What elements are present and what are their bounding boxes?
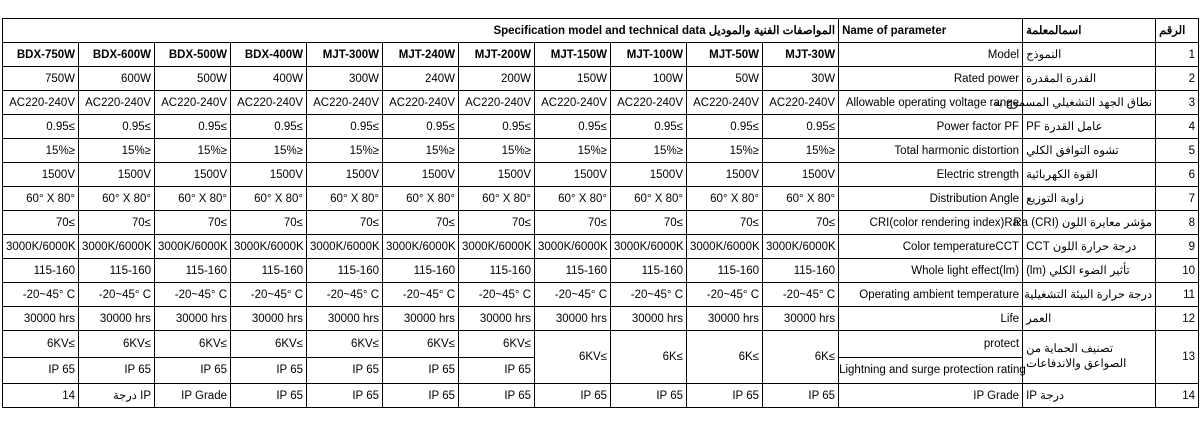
value-cell: 3000K/6000K [611,235,687,259]
value-cell: 0.95≤ [307,115,383,139]
model-name-cell: BDX-500W [155,43,231,67]
surge-value: 6KV≤ [307,332,382,358]
surge-value: 6KV≤ [231,332,306,358]
value-cell: 60° X 80° [383,187,459,211]
model-name-cell: MJT-150W [535,43,611,67]
value-cell: 1500V [535,163,611,187]
value-cell: 3000K/6000K [307,235,383,259]
row-number: 1 [1156,43,1199,67]
table-row [3,115,1199,139]
value-cell: AC220-240V [79,91,155,115]
value-cell: 0.95≤ [79,115,155,139]
value-cell: 15%≥ [535,139,611,163]
table-row [3,187,1199,211]
parameter-name-ar: تأثير الضوء الكلي (lm) [1023,259,1156,283]
parameter-name-ar: درجة حرارة اللون CCT [1023,235,1156,259]
row-number-header: الرقم [1156,19,1199,43]
value-cell: 0.95≤ [383,115,459,139]
value-cell: IP 65 [459,384,535,408]
parameter-name-en: Operating ambient temperature [839,283,1023,307]
value-cell-stacked [459,331,535,384]
value-cell: 0.95≤ [763,115,839,139]
model-name-cell: MJT-240W [383,43,459,67]
value-cell: 30000 hrs [611,307,687,331]
value-cell-stacked [3,331,79,384]
value-cell: AC220-240V [535,91,611,115]
model-name-cell: BDX-750W [3,43,79,67]
row-number: 9 [1156,235,1199,259]
surge-value-merged: 6K≤ [687,331,763,384]
surge-value-merged: 6K≤ [611,331,687,384]
value-cell: 0.95≤ [535,115,611,139]
value-cell: -20~45° C [3,283,79,307]
row-number: 6 [1156,163,1199,187]
value-cell: 3000K/6000K [3,235,79,259]
value-cell: 15%≥ [307,139,383,163]
value-cell: 70≤ [307,211,383,235]
value-cell: -20~45° C [459,283,535,307]
value-cell-stacked [231,331,307,384]
value-cell: 70≤ [459,211,535,235]
table-row [3,163,1199,187]
value-cell: 15%≥ [459,139,535,163]
parameter-name-en: Electric strength [839,163,1023,187]
value-cell: 1500V [3,163,79,187]
value-cell: 60° X 80° [3,187,79,211]
value-cell: 60° X 80° [155,187,231,211]
value-cell: 1500V [79,163,155,187]
row-number: 8 [1156,211,1199,235]
value-cell: 600W [79,67,155,91]
ip-value: IP 65 [124,363,151,376]
value-cell: 150W [535,67,611,91]
value-cell: 14 [3,384,79,408]
surge-value-merged: 6K≤ [763,331,839,384]
value-cell: 3000K/6000K [383,235,459,259]
value-cell: 30000 hrs [687,307,763,331]
value-cell: 30000 hrs [231,307,307,331]
parameter-name-en: Rated power [839,67,1023,91]
parameter-name-ar: تشوه التوافق الكلي [1023,139,1156,163]
value-cell: 1500V [459,163,535,187]
value-cell: 0.95≤ [611,115,687,139]
value-cell: 115-160 [763,259,839,283]
spec-title: Specification model and technical data المواصفات الفنية والموديل [3,19,839,43]
value-cell: AC220-240V [611,91,687,115]
value-cell: 100W [611,67,687,91]
value-cell: 15%≥ [3,139,79,163]
protect-label: protect [839,332,1022,358]
table-row [3,307,1199,331]
value-cell-stacked [79,331,155,384]
table-row [3,211,1199,235]
value-cell: 15%≥ [155,139,231,163]
value-cell: AC220-240V [763,91,839,115]
parameter-name-ar-header: اسمالمعلمة [1023,19,1156,43]
value-cell: -20~45° C [383,283,459,307]
row-number: 14 [1156,384,1199,408]
value-cell: 60° X 80° [459,187,535,211]
value-cell: 0.95≤ [231,115,307,139]
row-number: 7 [1156,187,1199,211]
value-cell: 0.95≤ [155,115,231,139]
ip-value: IP 65 [200,363,227,376]
value-cell: IP Grade [155,384,231,408]
value-cell: 300W [307,67,383,91]
model-name-cell: MJT-50W [687,43,763,67]
value-cell: 240W [383,67,459,91]
row-number: 3 [1156,91,1199,115]
value-cell: 60° X 80° [79,187,155,211]
surge-value: 6KV≤ [459,332,534,358]
value-cell: 115-160 [383,259,459,283]
value-cell: -20~45° C [611,283,687,307]
value-cell: 115-160 [611,259,687,283]
row-number: 10 [1156,259,1199,283]
surge-value: 6KV≤ [155,332,230,358]
value-cell: AC220-240V [231,91,307,115]
value-cell: 1500V [231,163,307,187]
parameter-name-en: Allowable operating voltage range [839,91,1023,115]
value-cell: AC220-240V [3,91,79,115]
value-cell: 60° X 80° [307,187,383,211]
value-cell: 115-160 [459,259,535,283]
ip-value: IP 65 [504,363,531,376]
ip-value: IP 65 [352,363,379,376]
value-cell: 0.95≤ [687,115,763,139]
value-cell: 15%≥ [763,139,839,163]
value-cell: 30000 hrs [383,307,459,331]
value-cell: 70≤ [231,211,307,235]
value-cell: 3000K/6000K [155,235,231,259]
value-cell: -20~45° C [687,283,763,307]
parameter-name-ar: تصنيف الحماية من الصواعق والاندفاعات [1023,331,1156,384]
row-number: 2 [1156,67,1199,91]
value-cell: IP 65 [611,384,687,408]
value-cell: 70≤ [763,211,839,235]
parameter-name-ar: درجة IP [1023,384,1156,408]
table-row [3,67,1199,91]
parameter-name-en [839,331,1026,384]
value-cell: 30000 hrs [535,307,611,331]
value-cell: 3000K/6000K [687,235,763,259]
value-cell: 0.95≤ [3,115,79,139]
parameter-name-en: IP Grade [839,384,1023,408]
value-cell: 70≤ [383,211,459,235]
value-cell: 15%≥ [79,139,155,163]
parameter-name-en: Distribution Angle [839,187,1023,211]
value-cell: 115-160 [231,259,307,283]
value-cell: 115-160 [307,259,383,283]
value-cell: 3000K/6000K [459,235,535,259]
row-number: 5 [1156,139,1199,163]
value-cell: 15%≥ [383,139,459,163]
value-cell: -20~45° C [231,283,307,307]
value-cell: 60° X 80° [231,187,307,211]
value-cell: 3000K/6000K [231,235,307,259]
value-cell: 15%≥ [611,139,687,163]
value-cell: IP 65 [231,384,307,408]
value-cell: -20~45° C [307,283,383,307]
value-cell: 1500V [611,163,687,187]
value-cell: IP 65 [763,384,839,408]
value-cell: 1500V [763,163,839,187]
model-name-cell: MJT-30W [763,43,839,67]
table-row [3,235,1199,259]
value-cell: IP 65 [535,384,611,408]
model-name-cell: BDX-600W [79,43,155,67]
value-cell: -20~45° C [155,283,231,307]
table-row [3,283,1199,307]
ip-value: IP 65 [428,363,455,376]
value-cell-stacked [155,331,231,384]
value-cell: 15%≥ [231,139,307,163]
value-cell: IP 65 [383,384,459,408]
value-cell-stacked [383,331,459,384]
table-row [3,384,1199,408]
value-cell: 3000K/6000K [763,235,839,259]
name-of-parameter-header: Name of parameter [839,19,1023,43]
value-cell: 115-160 [687,259,763,283]
value-cell: 1500V [155,163,231,187]
value-cell: IP 65 [687,384,763,408]
value-cell: 115-160 [535,259,611,283]
value-cell: 50W [687,67,763,91]
surge-rating-label: Lightning and surge protection rating [839,363,1026,376]
parameter-name-ar: درجة حرارة البيئة التشغيلية [1023,283,1156,307]
value-cell: درجة IP [79,384,155,408]
value-cell: 70≤ [687,211,763,235]
parameter-name-ar: عامل القدرة PF [1023,115,1156,139]
value-cell: IP 65 [307,384,383,408]
value-cell: 400W [231,67,307,91]
value-cell: 115-160 [79,259,155,283]
table-row [3,139,1199,163]
spec-table [2,18,1199,408]
parameter-name-ar: القدرة المقدرة [1023,67,1156,91]
table-row [3,91,1199,115]
parameter-name-ar: نطاق الجهد التشغيلي المسموح به [1023,91,1156,115]
parameter-name-ar: القوة الكهربائية [1023,163,1156,187]
value-cell: 30W [763,67,839,91]
value-cell: 60° X 80° [763,187,839,211]
row-number: 11 [1156,283,1199,307]
model-name-cell: MJT-200W [459,43,535,67]
value-cell: 0.95≤ [459,115,535,139]
ip-value: IP 65 [48,363,75,376]
value-cell: 3000K/6000K [535,235,611,259]
value-cell: 3000K/6000K [79,235,155,259]
value-cell: 30000 hrs [155,307,231,331]
parameter-name-en: Power factor PF [839,115,1023,139]
surge-value-merged: 6KV≤ [535,331,611,384]
value-cell: AC220-240V [155,91,231,115]
value-cell: 60° X 80° [687,187,763,211]
surge-value: 6KV≤ [383,332,458,358]
value-cell: 70≤ [79,211,155,235]
value-cell: 15%≥ [687,139,763,163]
ip-value: IP 65 [276,363,303,376]
model-name-cell: MJT-100W [611,43,687,67]
value-cell: 60° X 80° [611,187,687,211]
parameter-name-en: Color temperatureCCT [839,235,1023,259]
value-cell: 60° X 80° [535,187,611,211]
value-cell: 750W [3,67,79,91]
value-cell: AC220-240V [687,91,763,115]
value-cell: 70≤ [535,211,611,235]
parameter-name-ar: النموذج [1023,43,1156,67]
value-cell: 30000 hrs [79,307,155,331]
value-cell: 70≤ [611,211,687,235]
parameter-name-en: CRI(color rendering index)Ra [839,211,1023,235]
value-cell: 115-160 [3,259,79,283]
value-cell: 30000 hrs [459,307,535,331]
value-cell: AC220-240V [383,91,459,115]
model-name-cell: MJT-300W [307,43,383,67]
row-number: 13 [1156,331,1199,384]
row-number: 12 [1156,307,1199,331]
value-cell: 1500V [307,163,383,187]
header-row [3,19,1199,43]
surge-value: 6KV≤ [79,332,154,358]
parameter-name-en: Total harmonic distortion [839,139,1023,163]
parameter-name-en: Whole light effect(lm) [839,259,1023,283]
table-row [3,43,1199,67]
model-name-cell: BDX-400W [231,43,307,67]
value-cell: 115-160 [155,259,231,283]
value-cell: 200W [459,67,535,91]
value-cell: -20~45° C [535,283,611,307]
value-cell: 30000 hrs [307,307,383,331]
value-cell: -20~45° C [763,283,839,307]
parameter-name-en: Life [839,307,1023,331]
value-cell: 70≤ [155,211,231,235]
row-number: 4 [1156,115,1199,139]
value-cell: 1500V [383,163,459,187]
value-cell: 30000 hrs [3,307,79,331]
value-cell: 30000 hrs [763,307,839,331]
value-cell: 70≤ [3,211,79,235]
value-cell: 500W [155,67,231,91]
value-cell-stacked [307,331,383,384]
parameter-name-ar: العمر [1023,307,1156,331]
value-cell: -20~45° C [79,283,155,307]
table-row [3,259,1199,283]
value-cell: 1500V [687,163,763,187]
value-cell: AC220-240V [459,91,535,115]
parameter-name-en: Model [839,43,1023,67]
table-row [3,331,1199,384]
surge-value: 6KV≤ [3,332,78,358]
value-cell: AC220-240V [307,91,383,115]
parameter-name-ar: مؤشر معايرة اللون Ra (CRI) [1023,211,1156,235]
parameter-name-ar: زاوية التوزيع [1023,187,1156,211]
